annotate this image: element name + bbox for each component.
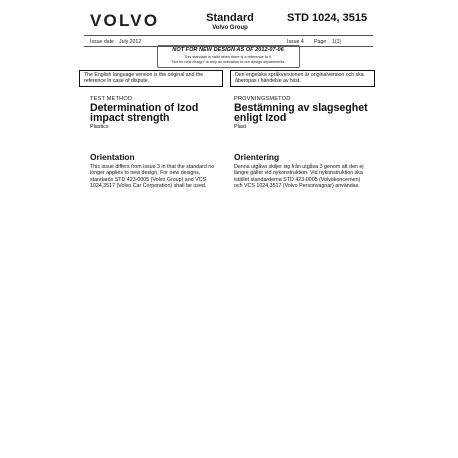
header-divider-top — [84, 35, 373, 36]
page-label: Page — [314, 39, 327, 45]
page-value: 1(1) — [332, 39, 342, 45]
document-title-english: Determination of Izod impact strength — [90, 102, 199, 124]
standard-number: STD 1024, 3515 — [287, 12, 368, 24]
orientation-heading-swedish: Orientering — [234, 152, 280, 162]
issue-date-label: Issue date — [90, 39, 114, 45]
issue-date-value: July 2012 — [119, 39, 142, 45]
notice-line-2: "Not for new design" is only an indication to our design departments. — [170, 60, 286, 64]
orientation-heading-english: Orientation — [90, 152, 135, 162]
subject-english: Plastics — [90, 124, 109, 130]
orientation-text-swedish: Denna utgåva skiljer sig från utgåva 3 genom att den ej längre gäller vid nykonstruktion. Vid nykonstruktion ska istället standarderna STD 423-0005 (Volvokoncernen) och VCS 1024,3517 (Volvo Personvagnar) användas. — [234, 164, 364, 190]
language-note-swedish: Den engelska språkversionen är originalversion och ska åberopas i händelse av tvist. — [230, 70, 375, 87]
notice-title: NOT FOR NEW DESIGN AS OF 2012-07-06 — [172, 47, 284, 53]
provningsmetod-label: PROVNINGSMETOD — [234, 96, 291, 102]
test-method-label: TEST METHOD — [90, 96, 133, 102]
notice-line-1: This standard is valid when there is a reference to it. — [184, 55, 272, 59]
orientation-text-english: This issue differs from issue 3 in that the standard no longer applies to new design. For new designs, standards STD 423-0005 (Volvo Group) and VCS 1024,3517 (Volvo Car Corporation) shall be used. — [90, 164, 215, 190]
document-title-swedish: Bestämning av slagseghet enligt Izod — [234, 102, 368, 124]
issue-number: Issue 4 — [287, 39, 304, 45]
subject-swedish: Plast — [234, 124, 246, 130]
organization-subtitle: Volvo Group — [212, 25, 248, 31]
document-type-title: Standard — [206, 12, 254, 24]
language-note-english: The English language version is the original and the reference in case of dispute. — [79, 70, 223, 87]
volvo-logo: VOLVO — [90, 11, 160, 30]
